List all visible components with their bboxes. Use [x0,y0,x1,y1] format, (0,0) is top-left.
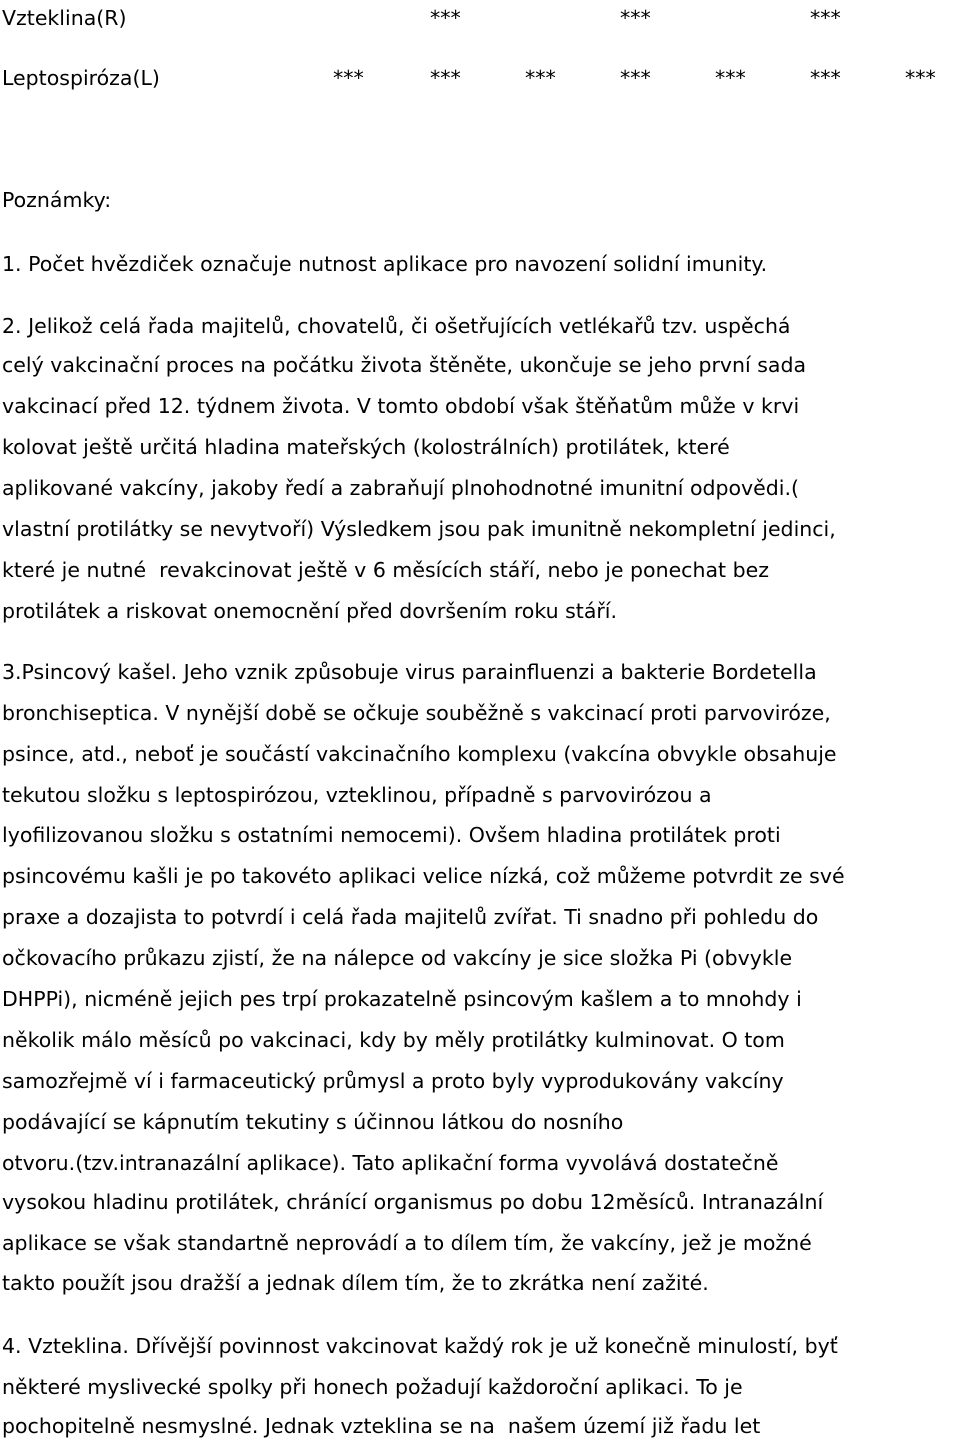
note-3-line: vysokou hladinu protilátek, chránící organismus po dobu 12měsíců. Intranazální [2,1190,824,1214]
star-mark: *** [430,66,461,90]
note-4-line: 4. Vzteklina. Dřívější povinnost vakcinovat každý rok je už konečně minulostí, byť [2,1334,838,1358]
row-label: Vzteklina(R) [2,6,127,30]
note-3-line: 3.Psincový kašel. Jeho vznik způsobuje virus parainfluenzi a bakterie Bordetella [2,660,817,684]
star-mark: *** [810,6,841,30]
note-3-line: aplikace se však standartně neprovádí a to dílem tím, že vakcíny, jež je možné [2,1231,812,1255]
note-3-line: takto použít jsou dražší a jednak dílem tím, že to zkrátka není zažité. [2,1271,709,1295]
note-3-line: psincovému kašli je po takovéto aplikaci velice nízká, což můžeme potvrdit ze své [2,864,845,888]
star-mark: *** [620,6,651,30]
note-3-line: DHPPi), nicméně jejich pes trpí prokazatelně psincovým kašlem a to mnohdy i [2,987,802,1011]
star-mark: *** [905,66,936,90]
note-4-line: některé myslivecké spolky při honech požadují každoroční aplikaci. To je [2,1375,743,1399]
note-3-line: otvoru.(tzv.intranazální aplikace). Tato aplikační forma vyvolává dostatečně [2,1151,779,1175]
table-row-leptospiroza [0,60,960,96]
note-3-line: bronchiseptica. V nynější době se očkuje souběžně s vakcinací proti parvoviróze, [2,701,831,725]
note-1: 1. Počet hvězdiček označuje nutnost aplikace pro navození solidní imunity. [2,252,768,276]
note-2-line: vakcinací před 12. týdnem života. V tomto období však štěňatům může v krvi [2,394,800,418]
note-3-line: lyofilizovanou složku s ostatními nemocemi). Ovšem hladina protilátek proti [2,823,781,847]
notes-heading: Poznámky: [2,188,112,212]
note-3-line: psince, atd., neboť je součástí vakcinačního komplexu (vakcína obvykle obsahuje [2,742,837,766]
star-mark: *** [620,66,651,90]
note-3-line: praxe a dozajista to potvrdí i celá řada majitelů zvířat. Ti snadno při pohledu do [2,905,819,929]
note-3-line: samozřejmě ví i farmaceutický průmysl a proto byly vyprodukovány vakcíny [2,1069,784,1093]
note-2-line: aplikované vakcíny, jakoby ředí a zabraňují plnohodnotné imunitní odpovědi.( [2,476,800,500]
note-2-line: které je nutné revakcinovat ještě v 6 měsících stáří, nebo je ponechat bez [2,558,769,582]
note-3-line: tekutou složku s leptospirózou, vzteklinou, případně s parvovirózou a [2,783,712,807]
star-mark: *** [810,66,841,90]
star-mark: *** [333,66,364,90]
note-2-line: 2. Jelikož celá řada majitelů, chovatelů, či ošetřujících vetlékařů tzv. uspěchá [2,314,791,338]
row-label: Leptospiróza(L) [2,66,160,90]
table-row-vzteklina [0,0,960,36]
star-mark: *** [525,66,556,90]
star-mark: *** [715,66,746,90]
note-4-line: pochopitelně nesmyslné. Jednak vzteklina se na našem území již řadu let [2,1414,761,1438]
note-3-line: několik málo měsíců po vakcinaci, kdy by měly protilátky kulminovat. O tom [2,1028,785,1052]
note-3-line: očkovacího průkazu zjistí, že na nálepce od vakcíny je sice složka Pi (obvykle [2,946,793,970]
note-2-line: kolovat ještě určitá hladina mateřských (kolostrálních) protilátek, které [2,435,730,459]
note-2-line: vlastní protilátky se nevytvoří) Výsledkem jsou pak imunitně nekompletní jedinci, [2,517,836,541]
note-2-line: protilátek a riskovat onemocnění před dovršením roku stáří. [2,599,618,623]
note-3-line: podávající se kápnutím tekutiny s účinnou látkou do nosního [2,1110,624,1134]
note-2-line: celý vakcinační proces na počátku života štěněte, ukončuje se jeho první sada [2,353,807,377]
star-mark: *** [430,6,461,30]
